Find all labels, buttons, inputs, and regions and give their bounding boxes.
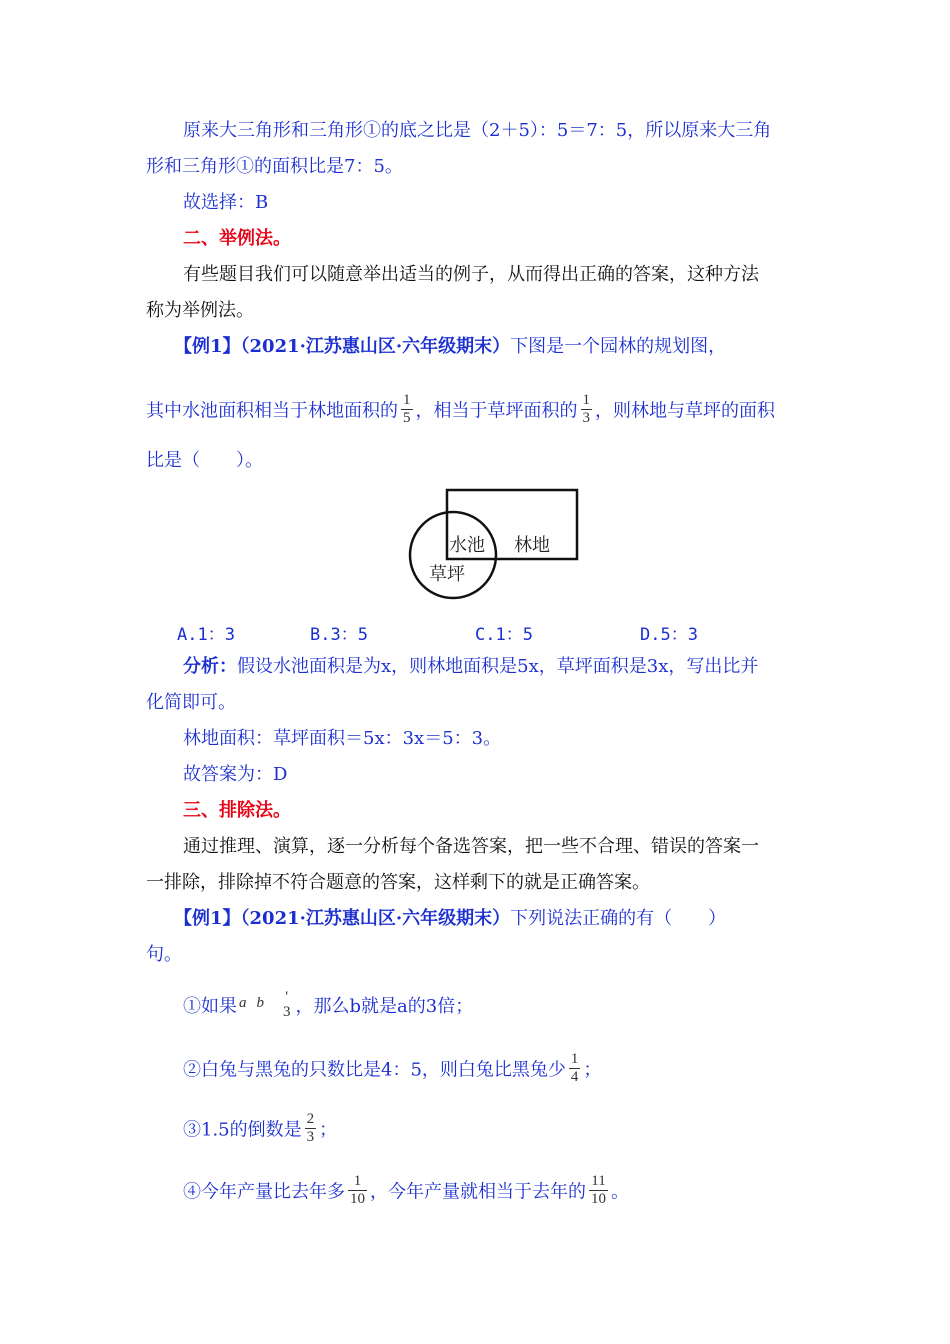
choice-d: D.5：3 [640,625,698,645]
fraction-numerator: 1 [353,1173,362,1189]
calc-line: 林地面积：草坪面积＝5x：3x＝5：3。 [183,728,502,749]
statement-4 [183,1173,629,1209]
pool-label: 水池 [449,535,485,556]
statement-2 [183,1051,602,1087]
section-2-text-line-1: 有些题目我们可以随意举出适当的例子，从而得出正确的答案，这种方法 [183,264,759,285]
fraction-denominator: 3 [582,410,590,426]
fraction-denominator: 5 [403,410,411,426]
example-2-tag: 【例1】 [174,908,241,929]
statement-3-text-b: ； [319,1119,338,1141]
solution-text-line-2: 形和三角形①的面积比是7：5。 [146,156,403,177]
answer-line-1: 故选择：B [183,192,269,213]
example-2-prompt: 下列说法正确的有（ ） [510,908,727,929]
fraction-numerator: 1 [570,1051,579,1067]
question-text-a: 其中水池面积相当于林地面积的 [146,400,398,422]
section-3-text-line-2: 一排除，排除掉不符合题意的答案，这样剩下的就是正确答案。 [146,872,650,893]
fraction-denominator: 3 [283,1004,291,1020]
statement-4-fraction-1 [348,1174,367,1207]
choice-c: C.1：5 [475,625,533,645]
fraction-numerator: 1 [582,392,590,408]
analysis-line-1 [183,656,758,678]
garden-plan-diagram [400,480,590,605]
statement-4-text-c: 。 [611,1181,629,1203]
statement-4-text-b: ，今年产量就相当于去年的 [370,1181,586,1203]
statement-4-text-a: ④今年产量比去年多 [183,1181,345,1203]
example-1-prompt: 下图是一个园林的规划图， [510,336,727,357]
statement-2-text-b: ； [583,1059,602,1081]
fraction-numerator: 11 [591,1173,606,1189]
fraction-denominator: 4 [570,1069,579,1085]
statement-1-text-a: ①如果 [183,996,237,1017]
example-1-header [174,336,726,358]
example-1-question-line-2 [146,392,775,428]
section-2-text-line-2: 称为举例法。 [146,300,254,321]
fraction-one-third [581,393,593,426]
choice-a: A.1：3 [177,625,235,645]
analysis-text: 假设水池面积是为x，则林地面积是5x，草坪面积是3x，写出比并 [237,656,759,677]
section-3-heading: 三、排除法。 [183,800,291,821]
example-2-source: （2021·江苏惠山区·六年级期末） [240,908,511,929]
statement-2-fraction [569,1052,581,1085]
lawn-label: 草坪 [429,564,465,585]
statement-2-text-a: ②白兔与黑兔的只数比是4：5，则白兔比黑兔少 [183,1059,566,1081]
example-1-tag: 【例1】 [174,336,241,357]
example-1-question-line-3: 比是（ ）。 [146,450,263,471]
answer-line-2: 故答案为：D [183,764,288,785]
statement-3-text-a: ③1.5的倒数是 [183,1119,302,1141]
variable-b: b [256,995,264,1011]
fraction-denominator: 10 [591,1191,606,1207]
question-text-b: ，相当于草坪面积的 [415,400,578,422]
statement-4-fraction-2 [589,1174,608,1207]
analysis-label: 分析： [183,656,237,677]
example-1-source: （2021·江苏惠山区·六年级期末） [240,336,511,357]
variable-a: a [239,995,247,1011]
analysis-line-2: 化简即可。 [146,692,236,713]
choice-b: B.3：5 [310,625,368,645]
statement-3 [183,1111,338,1147]
example-2-question-line-2: 句。 [146,944,182,965]
statement-1 [183,989,474,1022]
fraction-numerator: 2 [306,1111,315,1127]
question-text-c: ，则林地与草坪的面积 [595,400,775,422]
solution-text-line-1: 原来大三角形和三角形①的底之比是（2＋5）：5＝7：5，所以原来大三角 [183,120,772,141]
forest-label: 林地 [514,535,550,556]
fraction-denominator: 3 [306,1129,315,1145]
fraction-denominator: 10 [350,1191,365,1207]
statement-3-fraction [305,1112,317,1145]
fraction-one-fifth [401,393,413,426]
fraction-numerator: 1 [403,392,411,408]
statement-1-text-b: ，那么b就是a的3倍； [295,996,474,1017]
section-3-text-line-1: 通过推理、演算，逐一分析每个备选答案，把一些不合理、错误的答案一 [183,836,759,857]
section-2-heading: 二、举例法。 [183,228,291,249]
statement-1-fraction [281,990,293,1020]
example-2-header [174,908,726,930]
fraction-numerator: ' [285,989,289,1005]
